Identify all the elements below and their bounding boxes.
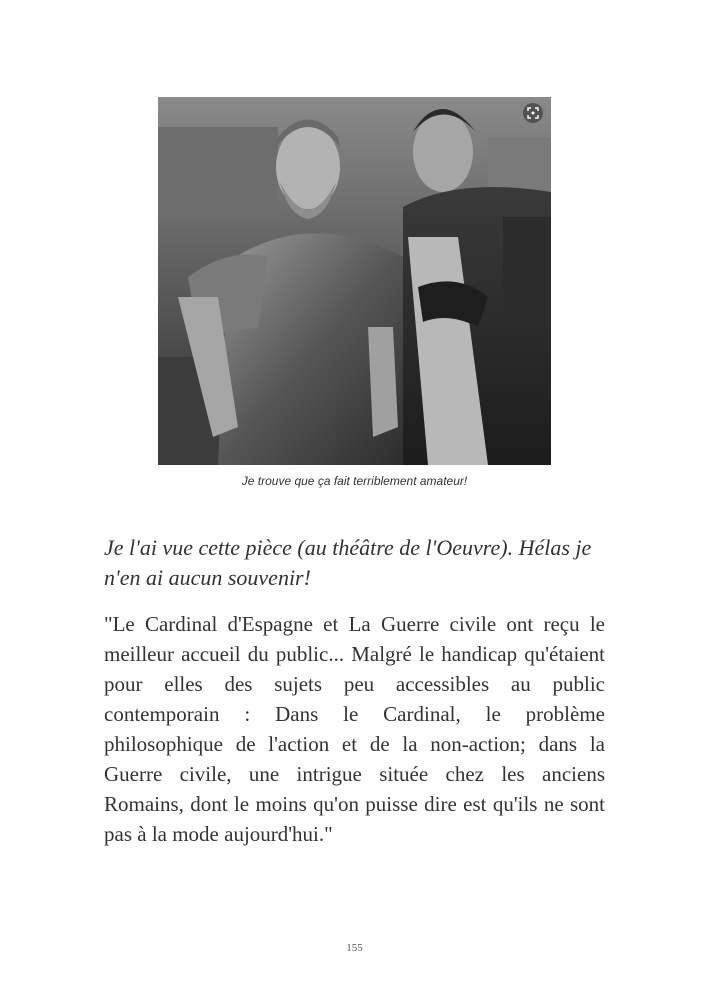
photo-caption: Je trouve que ça fait terriblement amateur! [241,474,468,488]
expand-icon [527,107,539,119]
theatre-photo [158,97,551,465]
quote-paragraph: "Le Cardinal d'Espagne et La Guerre civile ont reçu le meilleur accueil du public... Malgré le handicap qu'étaient pour elles des sujets peu accessibles au public contemporain : Dans le Cardinal, le problème philosophique de l'action et de la non-action; dans la Guerre civile, une intrigue située chez les anciens Romains, dont le moins qu'on puisse dire est qu'ils ne sont pas à la mode aujourd'hui." [104,612,605,846]
intro-paragraph: Je l'ai vue cette pièce (au théâtre de l'Oeuvre). Hélas je n'en ai aucun souvenir! [104,535,592,590]
page-number: 155 [346,942,363,954]
photo-illustration [158,97,551,465]
expand-button[interactable] [523,103,543,123]
